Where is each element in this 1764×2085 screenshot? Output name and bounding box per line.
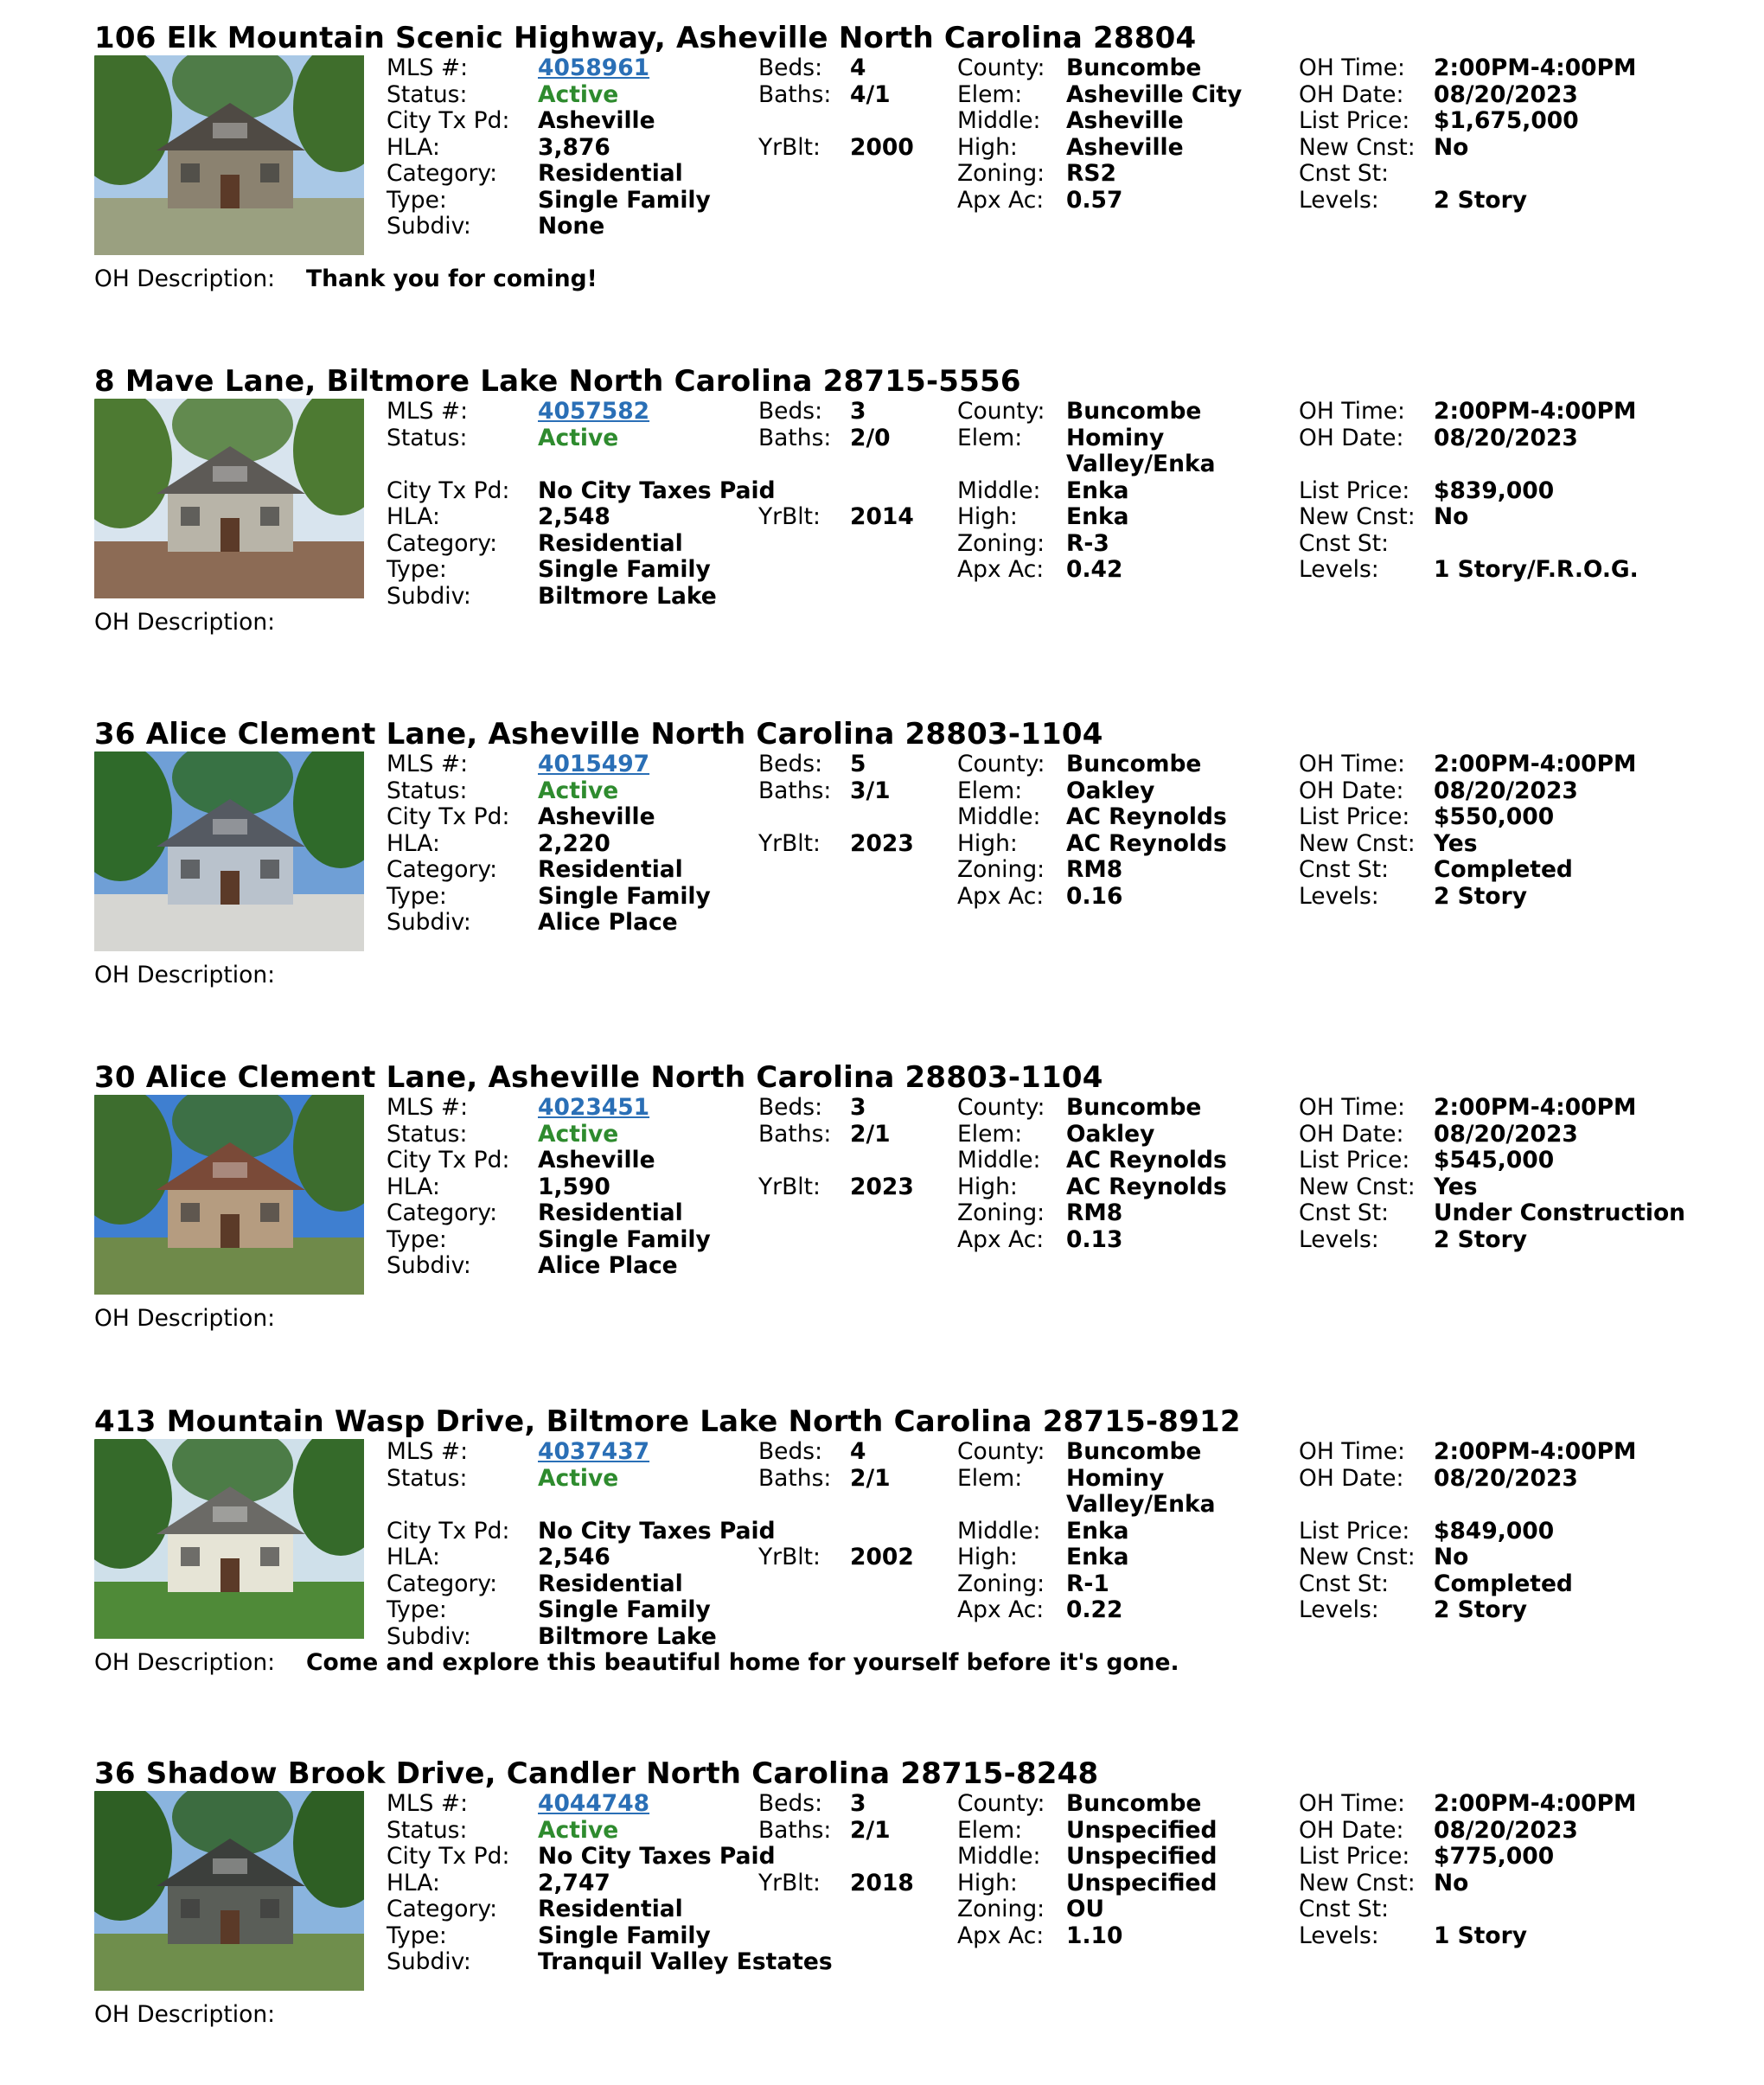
- oh-time-label: OH Time:: [1299, 54, 1405, 81]
- category-value: Residential: [538, 1896, 683, 1922]
- new-cnst-value: Yes: [1434, 1173, 1478, 1200]
- list-price-value: $550,000: [1434, 803, 1555, 830]
- oh-date-label: OH Date:: [1299, 1120, 1404, 1148]
- mls-number-link[interactable]: 4037437: [538, 1438, 650, 1465]
- listing-address: 106 Elk Mountain Scenic Highway, Asheville North Carolina 28804: [94, 21, 1197, 55]
- elem-label: Elem:: [957, 1816, 1023, 1844]
- oh-date-value: 08/20/2023: [1434, 1464, 1578, 1492]
- city-tx-label: City Tx Pd:: [387, 1517, 510, 1545]
- yrblt-value: 2000: [850, 133, 914, 161]
- levels-label: Levels:: [1299, 1225, 1379, 1253]
- list-price-label: List Price:: [1299, 803, 1410, 830]
- listing: [0, 1404, 1764, 1733]
- zoning-value: RS2: [1066, 160, 1116, 187]
- listing: [0, 364, 1764, 693]
- high-value: AC Reynolds: [1066, 829, 1227, 857]
- listing-photo: [94, 1791, 364, 1991]
- apx-ac-label: Apx Ac:: [957, 186, 1045, 214]
- listing: [0, 21, 1764, 349]
- apx-ac-value: 0.42: [1066, 556, 1123, 583]
- yrblt-label: YrBlt:: [758, 503, 821, 530]
- subdivision-value: Alice Place: [538, 909, 678, 936]
- baths-label: Baths:: [758, 1816, 832, 1844]
- subdivision-value: Biltmore Lake: [538, 1622, 717, 1650]
- type-value: Single Family: [538, 882, 711, 910]
- cnst-st-label: Cnst St:: [1299, 160, 1390, 187]
- elem-label: Elem:: [957, 777, 1023, 804]
- zoning-value: R-1: [1066, 1570, 1109, 1597]
- type-label: Type:: [387, 1225, 447, 1253]
- zoning-label: Zoning:: [957, 160, 1045, 187]
- subdiv-label: Subdiv:: [387, 1622, 471, 1650]
- oh-time-label: OH Time:: [1299, 398, 1405, 425]
- listing-address: 36 Alice Clement Lane, Asheville North Carolina 28803-1104: [94, 717, 1103, 751]
- zoning-label: Zoning:: [957, 1199, 1045, 1226]
- baths-value: 2/1: [850, 1464, 891, 1492]
- oh-date-value: 08/20/2023: [1434, 80, 1578, 108]
- zoning-label: Zoning:: [957, 1570, 1045, 1597]
- baths-label: Baths:: [758, 424, 832, 451]
- levels-value: 2 Story: [1434, 882, 1527, 910]
- elementary-school-value: Oakley: [1066, 1120, 1155, 1148]
- county-value: Buncombe: [1066, 398, 1202, 425]
- hla-value: 2,747: [538, 1869, 610, 1896]
- oh-time-label: OH Time:: [1299, 1438, 1405, 1465]
- status-value: Active: [538, 1120, 619, 1148]
- listing: [0, 1756, 1764, 2085]
- county-value: Buncombe: [1066, 1790, 1202, 1817]
- oh-date-value: 08/20/2023: [1434, 1816, 1578, 1844]
- category-value: Residential: [538, 160, 683, 187]
- new-cnst-value: No: [1434, 503, 1469, 530]
- mls-label: MLS #:: [387, 1790, 469, 1817]
- hla-label: HLA:: [387, 1869, 440, 1896]
- hla-label: HLA:: [387, 1173, 440, 1200]
- high-label: High:: [957, 133, 1018, 161]
- oh-description-label: OH Description:: [94, 2001, 276, 2028]
- middle-value: AC Reynolds: [1066, 803, 1227, 830]
- oh-time-value: 2:00PM-4:00PM: [1434, 398, 1637, 425]
- middle-label: Middle:: [957, 803, 1041, 830]
- beds-value: 5: [850, 751, 866, 777]
- listing-photo: [94, 399, 364, 598]
- hla-label: HLA:: [387, 829, 440, 857]
- type-value: Single Family: [538, 186, 711, 214]
- status-label: Status:: [387, 1464, 468, 1492]
- hla-value: 2,546: [538, 1544, 610, 1570]
- cnst-st-label: Cnst St:: [1299, 1570, 1390, 1597]
- hla-label: HLA:: [387, 1544, 440, 1570]
- middle-value: Asheville: [1066, 107, 1184, 134]
- oh-date-label: OH Date:: [1299, 80, 1404, 108]
- county-label: County:: [957, 1438, 1045, 1465]
- mls-label: MLS #:: [387, 54, 469, 81]
- city-tax-value: Asheville: [538, 107, 655, 134]
- oh-description-value: Come and explore this beautiful home for yourself before it's gone.: [306, 1649, 1179, 1676]
- oh-description-label: OH Description:: [94, 1649, 276, 1676]
- beds-label: Beds:: [758, 54, 823, 81]
- apx-ac-value: 0.57: [1066, 186, 1123, 214]
- yrblt-value: 2014: [850, 503, 914, 530]
- county-label: County:: [957, 1094, 1045, 1121]
- beds-label: Beds:: [758, 398, 823, 425]
- hla-value: 3,876: [538, 133, 610, 161]
- high-value: Asheville: [1066, 133, 1184, 161]
- oh-time-label: OH Time:: [1299, 751, 1405, 777]
- oh-time-value: 2:00PM-4:00PM: [1434, 1094, 1637, 1121]
- high-value: AC Reynolds: [1066, 1173, 1227, 1200]
- new-cnst-value: No: [1434, 1869, 1469, 1896]
- hla-label: HLA:: [387, 133, 440, 161]
- status-value: Active: [538, 424, 619, 451]
- elementary-school-value: Asheville City: [1066, 80, 1243, 108]
- oh-description-label: OH Description:: [94, 962, 276, 988]
- hla-value: 2,220: [538, 829, 610, 857]
- levels-value: 2 Story: [1434, 1225, 1527, 1253]
- city-tax-value: Asheville: [538, 803, 655, 830]
- status-label: Status:: [387, 777, 468, 804]
- new-cnst-label: New Cnst:: [1299, 1869, 1416, 1896]
- elementary-school-value: Hominy: [1066, 424, 1165, 451]
- city-tax-value: No City Taxes Paid: [538, 1843, 776, 1870]
- listing: [0, 1060, 1764, 1389]
- levels-label: Levels:: [1299, 1596, 1379, 1623]
- type-value: Single Family: [538, 1596, 711, 1623]
- category-value: Residential: [538, 1199, 683, 1226]
- beds-label: Beds:: [758, 751, 823, 777]
- elementary-school-value: Unspecified: [1066, 1816, 1218, 1844]
- beds-value: 3: [850, 1094, 866, 1121]
- county-value: Buncombe: [1066, 54, 1202, 81]
- cnst-st-label: Cnst St:: [1299, 1199, 1390, 1226]
- oh-date-label: OH Date:: [1299, 1816, 1404, 1844]
- county-value: Buncombe: [1066, 1094, 1202, 1121]
- zoning-value: R-3: [1066, 529, 1109, 557]
- oh-time-label: OH Time:: [1299, 1790, 1405, 1817]
- elementary-school-value: Valley/Enka: [1066, 451, 1216, 477]
- listing-address: 36 Shadow Brook Drive, Candler North Carolina 28715-8248: [94, 1756, 1099, 1791]
- yrblt-value: 2023: [850, 829, 914, 857]
- oh-description-label: OH Description:: [94, 1305, 276, 1332]
- middle-label: Middle:: [957, 476, 1041, 504]
- yrblt-label: YrBlt:: [758, 1544, 821, 1570]
- oh-date-value: 08/20/2023: [1434, 1120, 1578, 1148]
- list-price-label: List Price:: [1299, 1147, 1410, 1174]
- oh-date-value: 08/20/2023: [1434, 777, 1578, 804]
- yrblt-value: 2018: [850, 1869, 914, 1896]
- subdiv-label: Subdiv:: [387, 909, 471, 936]
- new-cnst-value: No: [1434, 133, 1469, 161]
- new-cnst-label: New Cnst:: [1299, 503, 1416, 530]
- subdivision-value: Tranquil Valley Estates: [538, 1948, 833, 1975]
- oh-time-value: 2:00PM-4:00PM: [1434, 1790, 1637, 1817]
- elem-label: Elem:: [957, 1464, 1023, 1492]
- middle-label: Middle:: [957, 1517, 1041, 1545]
- beds-label: Beds:: [758, 1438, 823, 1465]
- middle-value: Enka: [1066, 476, 1129, 504]
- city-tax-value: No City Taxes Paid: [538, 1517, 776, 1545]
- category-label: Category:: [387, 529, 498, 557]
- mls-label: MLS #:: [387, 751, 469, 777]
- county-label: County:: [957, 398, 1045, 425]
- oh-description-value: Thank you for coming!: [306, 265, 598, 292]
- list-price-label: List Price:: [1299, 1517, 1410, 1545]
- beds-value: 3: [850, 398, 866, 425]
- subdiv-label: Subdiv:: [387, 213, 471, 240]
- high-label: High:: [957, 503, 1018, 530]
- levels-label: Levels:: [1299, 556, 1379, 583]
- zoning-value: RM8: [1066, 1199, 1123, 1226]
- status-value: Active: [538, 80, 619, 108]
- hla-label: HLA:: [387, 503, 440, 530]
- apx-ac-label: Apx Ac:: [957, 1225, 1045, 1253]
- listing-photo: [94, 751, 364, 951]
- new-cnst-value: Yes: [1434, 829, 1478, 857]
- high-value: Enka: [1066, 503, 1129, 530]
- oh-date-value: 08/20/2023: [1434, 424, 1578, 451]
- listing-address: 8 Mave Lane, Biltmore Lake North Carolina 28715-5556: [94, 364, 1021, 399]
- beds-label: Beds:: [758, 1790, 823, 1817]
- middle-label: Middle:: [957, 107, 1041, 134]
- type-label: Type:: [387, 882, 447, 910]
- listing-photo: [94, 55, 364, 255]
- category-label: Category:: [387, 856, 498, 883]
- zoning-label: Zoning:: [957, 1896, 1045, 1922]
- status-label: Status:: [387, 424, 468, 451]
- listing-photo: [94, 1439, 364, 1639]
- middle-value: Unspecified: [1066, 1843, 1218, 1870]
- status-value: Active: [538, 1464, 619, 1492]
- apx-ac-label: Apx Ac:: [957, 1922, 1045, 1949]
- yrblt-label: YrBlt:: [758, 1173, 821, 1200]
- yrblt-value: 2023: [850, 1173, 914, 1200]
- levels-label: Levels:: [1299, 882, 1379, 910]
- county-label: County:: [957, 751, 1045, 777]
- cnst-st-label: Cnst St:: [1299, 856, 1390, 883]
- new-cnst-label: New Cnst:: [1299, 1173, 1416, 1200]
- subdiv-label: Subdiv:: [387, 1252, 471, 1279]
- baths-label: Baths:: [758, 80, 832, 108]
- middle-value: AC Reynolds: [1066, 1147, 1227, 1174]
- baths-label: Baths:: [758, 777, 832, 804]
- listing-photo: [94, 1095, 364, 1295]
- apx-ac-value: 0.22: [1066, 1596, 1123, 1623]
- beds-value: 4: [850, 1438, 866, 1465]
- category-label: Category:: [387, 1896, 498, 1922]
- high-label: High:: [957, 1173, 1018, 1200]
- middle-label: Middle:: [957, 1843, 1041, 1870]
- apx-ac-value: 0.16: [1066, 882, 1123, 910]
- new-cnst-label: New Cnst:: [1299, 829, 1416, 857]
- subdivision-value: None: [538, 213, 605, 240]
- type-value: Single Family: [538, 556, 711, 583]
- list-price-label: List Price:: [1299, 476, 1410, 504]
- levels-value: 1 Story/F.R.O.G.: [1434, 556, 1639, 583]
- oh-time-value: 2:00PM-4:00PM: [1434, 54, 1637, 81]
- high-value: Unspecified: [1066, 1869, 1218, 1896]
- city-tax-value: No City Taxes Paid: [538, 476, 776, 504]
- mls-label: MLS #:: [387, 1094, 469, 1121]
- subdiv-label: Subdiv:: [387, 582, 471, 610]
- category-value: Residential: [538, 529, 683, 557]
- type-value: Single Family: [538, 1922, 711, 1949]
- status-value: Active: [538, 1816, 619, 1844]
- status-label: Status:: [387, 1120, 468, 1148]
- listing: [0, 717, 1764, 1046]
- high-label: High:: [957, 1544, 1018, 1570]
- zoning-value: OU: [1066, 1896, 1105, 1922]
- status-value: Active: [538, 777, 619, 804]
- county-label: County:: [957, 54, 1045, 81]
- subdiv-label: Subdiv:: [387, 1948, 471, 1975]
- type-label: Type:: [387, 556, 447, 583]
- levels-label: Levels:: [1299, 1922, 1379, 1949]
- county-value: Buncombe: [1066, 1438, 1202, 1465]
- levels-value: 1 Story: [1434, 1922, 1527, 1949]
- zoning-value: RM8: [1066, 856, 1123, 883]
- type-label: Type:: [387, 1596, 447, 1623]
- high-value: Enka: [1066, 1544, 1129, 1570]
- baths-value: 2/0: [850, 424, 891, 451]
- baths-value: 2/1: [850, 1816, 891, 1844]
- baths-value: 3/1: [850, 777, 891, 804]
- apx-ac-value: 1.10: [1066, 1922, 1123, 1949]
- beds-value: 3: [850, 1790, 866, 1817]
- apx-ac-value: 0.13: [1066, 1225, 1123, 1253]
- elem-label: Elem:: [957, 424, 1023, 451]
- list-price-value: $839,000: [1434, 476, 1555, 504]
- mls-number-link[interactable]: 4058961: [538, 54, 650, 81]
- listing-address: 30 Alice Clement Lane, Asheville North Carolina 28803-1104: [94, 1060, 1103, 1095]
- yrblt-label: YrBlt:: [758, 829, 821, 857]
- apx-ac-label: Apx Ac:: [957, 882, 1045, 910]
- list-price-label: List Price:: [1299, 107, 1410, 134]
- levels-value: 2 Story: [1434, 1596, 1527, 1623]
- type-label: Type:: [387, 186, 447, 214]
- oh-date-label: OH Date:: [1299, 777, 1404, 804]
- elementary-school-value: Hominy: [1066, 1464, 1165, 1492]
- cnst-st-label: Cnst St:: [1299, 1896, 1390, 1922]
- type-value: Single Family: [538, 1225, 711, 1253]
- oh-time-value: 2:00PM-4:00PM: [1434, 1438, 1637, 1465]
- city-tx-label: City Tx Pd:: [387, 476, 510, 504]
- yrblt-label: YrBlt:: [758, 133, 821, 161]
- city-tx-label: City Tx Pd:: [387, 1147, 510, 1174]
- elementary-school-value: Valley/Enka: [1066, 1491, 1216, 1518]
- elem-label: Elem:: [957, 80, 1023, 108]
- apx-ac-label: Apx Ac:: [957, 556, 1045, 583]
- list-price-value: $775,000: [1434, 1843, 1555, 1870]
- subdivision-value: Alice Place: [538, 1252, 678, 1279]
- mls-number-link[interactable]: 4015497: [538, 751, 650, 777]
- county-value: Buncombe: [1066, 751, 1202, 777]
- high-label: High:: [957, 1869, 1018, 1896]
- hla-value: 1,590: [538, 1173, 610, 1200]
- oh-date-label: OH Date:: [1299, 424, 1404, 451]
- middle-label: Middle:: [957, 1147, 1041, 1174]
- city-tax-value: Asheville: [538, 1147, 655, 1174]
- zoning-label: Zoning:: [957, 529, 1045, 557]
- mls-number-link[interactable]: 4057582: [538, 398, 650, 425]
- yrblt-value: 2002: [850, 1544, 914, 1570]
- beds-value: 4: [850, 54, 866, 81]
- mls-number-link[interactable]: 4023451: [538, 1094, 650, 1121]
- high-label: High:: [957, 829, 1018, 857]
- list-price-value: $849,000: [1434, 1517, 1555, 1545]
- elementary-school-value: Oakley: [1066, 777, 1155, 804]
- oh-description-label: OH Description:: [94, 265, 276, 292]
- list-price-value: $545,000: [1434, 1147, 1555, 1174]
- category-value: Residential: [538, 856, 683, 883]
- apx-ac-label: Apx Ac:: [957, 1596, 1045, 1623]
- mls-label: MLS #:: [387, 398, 469, 425]
- cnst-st-label: Cnst St:: [1299, 529, 1390, 557]
- elem-label: Elem:: [957, 1120, 1023, 1148]
- subdivision-value: Biltmore Lake: [538, 582, 717, 610]
- city-tx-label: City Tx Pd:: [387, 1843, 510, 1870]
- new-cnst-label: New Cnst:: [1299, 133, 1416, 161]
- levels-value: 2 Story: [1434, 186, 1527, 214]
- middle-value: Enka: [1066, 1517, 1129, 1545]
- yrblt-label: YrBlt:: [758, 1869, 821, 1896]
- baths-label: Baths:: [758, 1120, 832, 1148]
- category-label: Category:: [387, 1199, 498, 1226]
- beds-label: Beds:: [758, 1094, 823, 1121]
- mls-label: MLS #:: [387, 1438, 469, 1465]
- status-label: Status:: [387, 1816, 468, 1844]
- zoning-label: Zoning:: [957, 856, 1045, 883]
- category-label: Category:: [387, 160, 498, 187]
- oh-time-label: OH Time:: [1299, 1094, 1405, 1121]
- oh-date-label: OH Date:: [1299, 1464, 1404, 1492]
- list-price-value: $1,675,000: [1434, 107, 1579, 134]
- oh-time-value: 2:00PM-4:00PM: [1434, 751, 1637, 777]
- levels-label: Levels:: [1299, 186, 1379, 214]
- baths-label: Baths:: [758, 1464, 832, 1492]
- cnst-st-value: Under Construction: [1434, 1199, 1686, 1226]
- category-label: Category:: [387, 1570, 498, 1597]
- listing-address: 413 Mountain Wasp Drive, Biltmore Lake North Carolina 28715-8912: [94, 1404, 1241, 1439]
- list-price-label: List Price:: [1299, 1843, 1410, 1870]
- city-tx-label: City Tx Pd:: [387, 803, 510, 830]
- status-label: Status:: [387, 80, 468, 108]
- type-label: Type:: [387, 1922, 447, 1949]
- baths-value: 2/1: [850, 1120, 891, 1148]
- new-cnst-value: No: [1434, 1544, 1469, 1570]
- mls-number-link[interactable]: 4044748: [538, 1790, 650, 1817]
- cnst-st-value: Completed: [1434, 1570, 1573, 1597]
- category-value: Residential: [538, 1570, 683, 1597]
- hla-value: 2,548: [538, 503, 610, 530]
- city-tx-label: City Tx Pd:: [387, 107, 510, 134]
- oh-description-label: OH Description:: [94, 609, 276, 636]
- new-cnst-label: New Cnst:: [1299, 1544, 1416, 1570]
- baths-value: 4/1: [850, 80, 891, 108]
- cnst-st-value: Completed: [1434, 856, 1573, 883]
- county-label: County:: [957, 1790, 1045, 1817]
